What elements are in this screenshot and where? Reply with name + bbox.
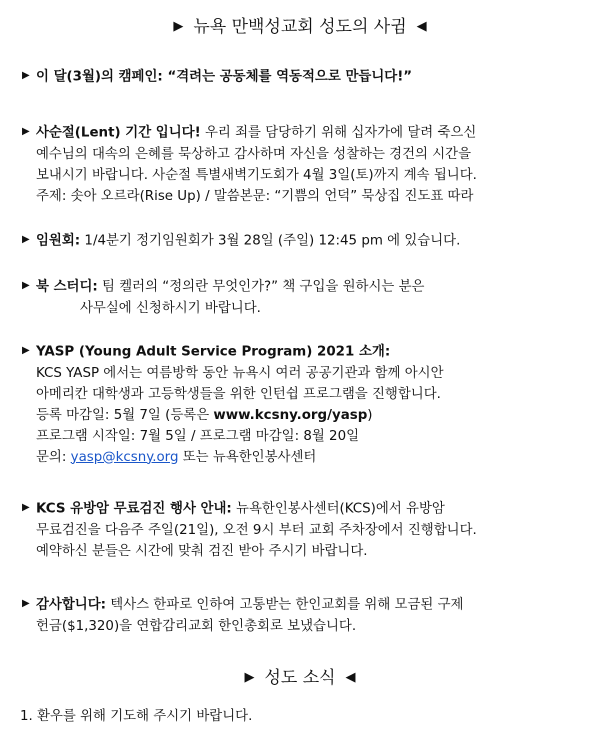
- bullet-icon: ▶: [22, 70, 30, 81]
- screening-line3: 예약하신 분들은 시간에 맞춰 검진 받아 주시기 바랍니다.: [36, 543, 368, 559]
- list-item-committee: [22, 230, 592, 252]
- list-item-campaign: [22, 66, 592, 88]
- announcements-heading: [0, 16, 600, 38]
- yasp-line1: KCS YASP 에서는 여름방학 동안 뉴욕시 여러 공공기관과 함께 아시안: [36, 365, 444, 381]
- bullet-icon: ▶: [22, 234, 30, 245]
- screening-line2: 무료검진을 다음주 주일(21일), 오전 9시 부터 교회 주차장에서 진행합니다.: [36, 522, 477, 538]
- triangle-right-icon: ▶: [244, 670, 255, 685]
- yasp-line4: 프로그램 시작일: 7월 5일 / 프로그램 마감일: 8월 20일: [36, 428, 360, 444]
- lent-line3: 보내시기 바랍니다. 사순절 특별새벽기도회가 4월 3일(토)까지 계속 됩니다.: [36, 167, 477, 183]
- yasp-line5-suffix: 또는 뉴욕한인봉사센터: [178, 449, 317, 465]
- triangle-left-icon: ◀: [416, 19, 427, 34]
- announcements-title: 뉴욕 만백성교회 성도의 사귐: [193, 17, 407, 37]
- news-title: 성도 소식: [264, 668, 336, 688]
- campaign-text: 이 달(3월)의 캠페인: “격려는 공동체를 역동적으로 만듭니다!”: [36, 69, 413, 85]
- yasp-line3: [22, 405, 592, 426]
- yasp-line2: 아메리칸 대학생과 고등학생들을 위한 인턴쉽 프로그램을 진행합니다.: [36, 386, 441, 402]
- yasp-url: www.kcsny.org/yasp: [213, 407, 368, 423]
- bullet-icon: ▶: [22, 598, 30, 609]
- yasp-line3-end: ): [367, 407, 373, 423]
- book-line1: 팀 켈러의 “정의란 무엇인가?” 책 구입을 원하시는 분은: [97, 279, 425, 295]
- list-item-yasp: [22, 341, 592, 468]
- thanks-lead: 감사합니다:: [36, 597, 107, 613]
- bullet-icon: ▶: [22, 502, 30, 513]
- screening-lead: KCS 유방암 무료검진 행사 안내:: [36, 501, 232, 517]
- list-item-screening: [22, 498, 592, 562]
- yasp-line3-text: 등록 마감일: 5월 7일 (등록은: [36, 407, 214, 423]
- triangle-right-icon: ▶: [173, 19, 184, 34]
- lent-line1: 우리 죄를 담당하기 위해 십자가에 달려 죽으신: [200, 125, 477, 141]
- book-line2: 사무실에 신청하시기 바랍니다.: [80, 300, 261, 316]
- triangle-left-icon: ◀: [345, 670, 356, 685]
- list-item-lent: [22, 122, 592, 207]
- yasp-lead: YASP (Young Adult Service Program) 2021 소개:: [36, 344, 391, 360]
- committee-line1: 1/4분기 정기임원회가 3월 28일 (주일) 12:45 pm 에 있습니다.: [80, 233, 461, 249]
- list-item-book-study: [22, 276, 592, 319]
- yasp-line5-prefix: 문의:: [36, 449, 71, 465]
- book-lead: 북 스터디:: [36, 279, 98, 295]
- thanks-line1: 텍사스 한파로 인하여 고통받는 한인교회를 위해 모금된 구제: [106, 597, 464, 613]
- yasp-line5: [22, 447, 592, 468]
- news-heading: [0, 667, 600, 689]
- bullet-icon: ▶: [22, 126, 30, 137]
- lent-lead: 사순절(Lent) 기간 입니다!: [36, 125, 201, 141]
- bullet-icon: ▶: [22, 345, 30, 356]
- yasp-email-link[interactable]: yasp@kcsny.org: [70, 449, 179, 465]
- bullet-icon: ▶: [22, 280, 30, 291]
- lent-line4: 주제: 솟아 오르라(Rise Up) / 말씀본문: “기쁨의 언덕” 묵상집 진도표 따라: [36, 188, 474, 204]
- news-item-1: [20, 706, 590, 727]
- screening-line1: 뉴욕한인봉사센터(KCS)에서 유방암: [231, 501, 445, 517]
- thanks-line2: 헌금($1,320)을 연합감리교회 한인총회로 보냈습니다.: [36, 618, 357, 634]
- committee-lead: 임원회:: [36, 233, 81, 249]
- lent-line2: 예수님의 대속의 은혜를 묵상하고 감사하며 자신을 성찰하는 경건의 시간을: [36, 146, 472, 162]
- list-item-thanks: [22, 594, 592, 637]
- news-item-1-text: 1. 환우를 위해 기도해 주시기 바랍니다.: [20, 709, 253, 724]
